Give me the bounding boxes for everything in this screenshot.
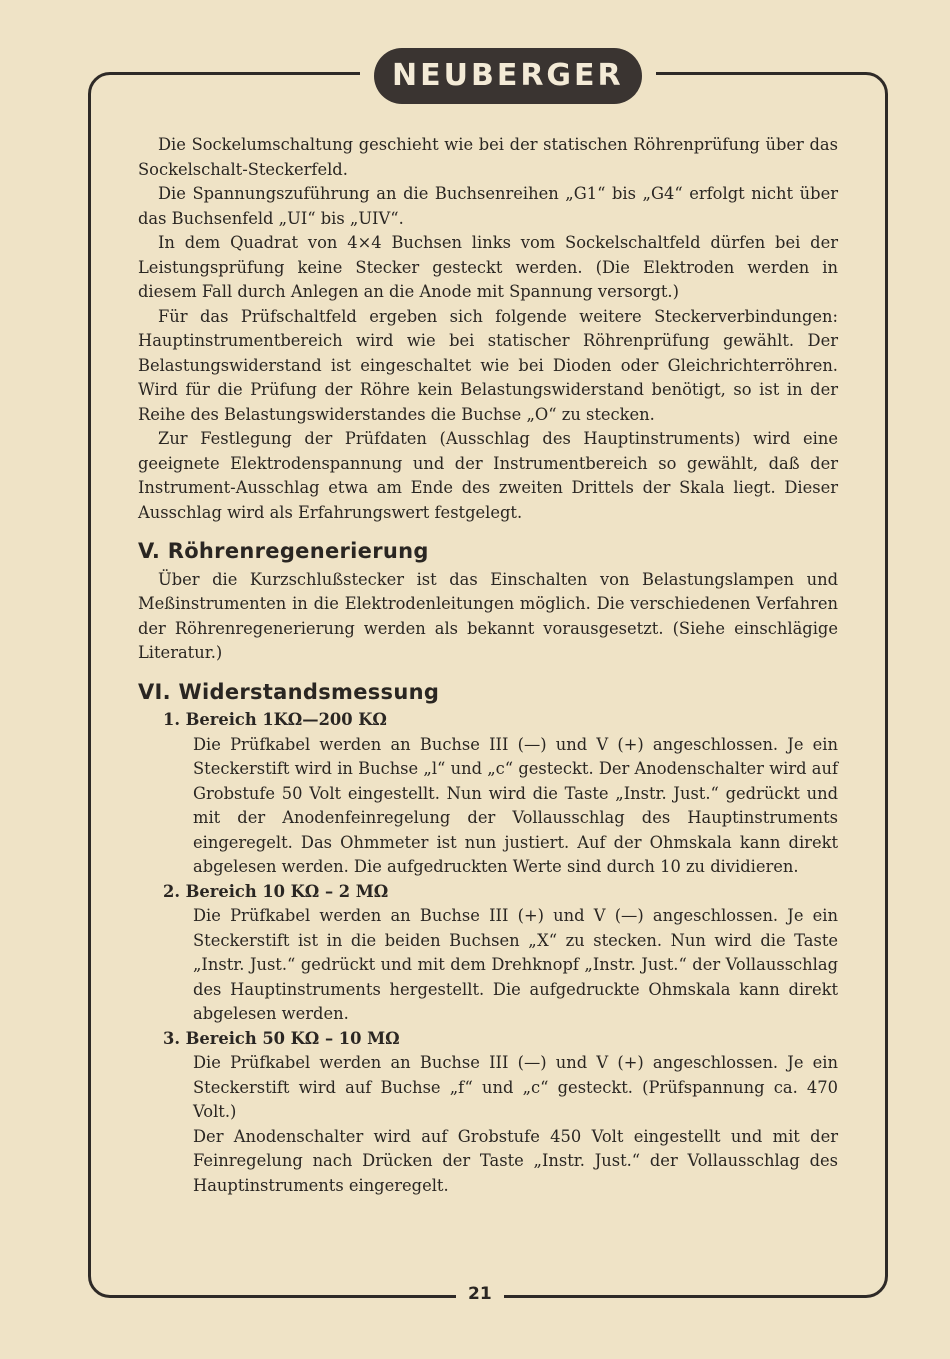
intro-paragraph: Für das Prüfschaltfeld ergeben sich folgende weitere Steckerverbindungen: Hauptinstrumentbereich wird wie bei statischer Röhrenprüfung gewählt. Der Belastungswiderstand ist eingeschaltet wie bei Dioden oder Gleichrichterröhren. Wird für die Prüfung der Röhre kein Belastungswiderstand benötigt, so ist in der Reihe des Belastungswiderstandes die Buchse „O“ zu stecken. xyxy=(138,306,838,424)
section-paragraph: Über die Kurzschlußstecker ist das Einschalten von Belastungslampen und Meßinstrumenten in die Elektrodenleitungen möglich. Die verschiedenen Verfahren der Röhrenregenerierung werden als bekannt vorausgesetzt. (Siehe einschlägige Literatur.) xyxy=(138,569,838,662)
range-paragraph: Die Prüfkabel werden an Buchse III (—) und V (+) angeschlossen. Je ein Steckerstift wird auf Buchse „f“ und „c“ gesteckt. (Prüfspannung ca. 470 Volt.) xyxy=(193,1053,838,1121)
section-heading-resistance: VI. Widerstandsmessung xyxy=(138,679,440,704)
range-heading: 3. Bereich 50 KΩ – 10 MΩ xyxy=(163,1028,400,1048)
brand-header xyxy=(360,48,656,104)
page-footer xyxy=(456,1284,504,1304)
range-body xyxy=(193,733,838,880)
intro-paragraph: Die Spannungszuführung an die Buchsenreihen „G1“ bis „G4“ erfolgt nicht über das Buchsenfeld „UI“ bis „UIV“. xyxy=(138,184,838,228)
intro-paragraph: Die Sockelumschaltung geschieht wie bei der statischen Röhrenprüfung über das Sockelschalt-Steckerfeld. xyxy=(138,135,838,179)
page-content xyxy=(138,133,838,1198)
brand-logo: NEUBERGER xyxy=(374,48,642,104)
intro-paragraph: In dem Quadrat von 4×4 Buchsen links vom Sockelschaltfeld dürfen bei der Leistungsprüfung keine Stecker gesteckt werden. (Die Elektroden werden in diesem Fall durch Anlegen an die Anode mit Spannung versorgt.) xyxy=(138,233,838,301)
range-heading: 1. Bereich 1KΩ—200 KΩ xyxy=(163,710,387,729)
range-paragraph: Die Prüfkabel werden an Buchse III (—) und V (+) angeschlossen. Je ein Steckerstift wird in Buchse „l“ und „c“ gesteckt. Der Anodenschalter wird auf Grobstufe 50 Volt eingestellt. Nun wird die Taste „Instr. Just.“ gedrückt und mit der Anodenfeinregelung der Vollausschlag des Hauptinstruments eingeregelt. Das Ohmmeter ist nun justiert. Auf der Ohmskala kann direkt abgelesen werden. Die aufgedruckten Werte sind durch 10 zu dividieren. xyxy=(193,734,838,876)
range-body xyxy=(193,904,838,1027)
range-heading: 2. Bereich 10 KΩ – 2 MΩ xyxy=(163,881,389,901)
range-paragraph: Die Prüfkabel werden an Buchse III (+) und V (—) angeschlossen. Je ein Steckerstift ist in die beiden Buchsen „X“ zu stecken. Nun wird die Taste „Instr. Just.“ gedrückt und mit dem Drehknopf „Instr. Just.“ der Vollausschlag des Hauptinstruments hergestellt. Die aufgedruckte Ohmskala kann direkt abgelesen werden. xyxy=(193,906,838,1023)
intro-paragraph: Zur Festlegung der Prüfdaten (Ausschlag des Hauptinstruments) wird eine geeignete Elektrodenspannung und der Instrumentbereich so gewählt, daß der Instrument-Ausschlag etwa am Ende des zweiten Drittels der Skala liegt. Dieser Ausschlag wird als Erfahrungswert festgelegt. xyxy=(138,429,838,522)
range-paragraph: Der Anodenschalter wird auf Grobstufe 450 Volt eingestellt und mit der Feinregelung nach Drücken der Taste „Instr. Just.“ der Vollausschlag des Hauptinstruments eingeregelt. xyxy=(193,1126,838,1195)
section-heading-regeneration: V. Röhrenregenerierung xyxy=(138,539,429,563)
page-number: 21 xyxy=(468,1284,492,1304)
range-body xyxy=(193,1051,838,1198)
